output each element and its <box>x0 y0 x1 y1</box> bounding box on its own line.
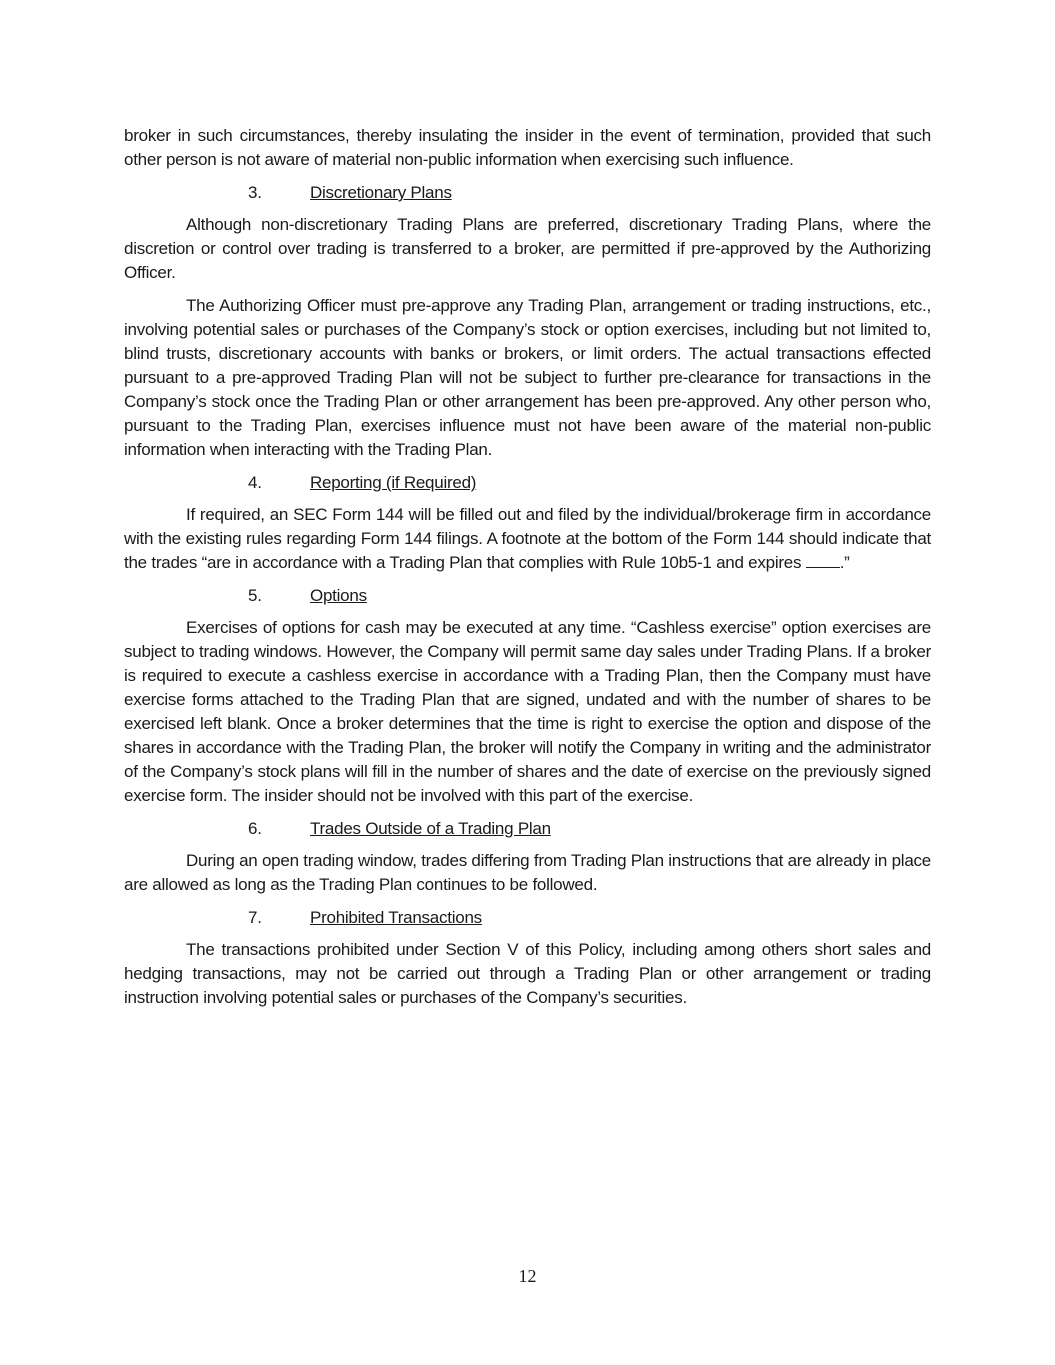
section-title: Options <box>310 586 367 605</box>
body-paragraph: Exercises of options for cash may be executed at any time. “Cashless exercise” option exercises are subject to trading windows. However, the Company will permit same day sales under Trading Plans. If a broker is required to execute a cashless exercise in accordance with a Trading Plan, then the Company must have exercise forms attached to the Trading Plan that are signed, undated and with the number of shares to be exercised left blank. Once a broker determines that the time is right to exercise the option and dispose of the shares in accordance with the Trading Plan, the broker will notify the Company in writing and the administrator of the Company’s stock plans will fill in the number of shares and the date of exercise on the previously signed exercise form. The insider should not be involved with this part of the exercise. <box>124 618 931 805</box>
body-paragraph: The Authorizing Officer must pre-approve any Trading Plan, arrangement or trading instructions, etc., involving potential sales or purchases of the Company’s stock or option exercises, including but not limited to, blind trusts, discretionary accounts with banks or brokers, or limit orders. The actual transactions effected pursuant to a pre-approved Trading Plan will not be subject to further pre-clearance for transactions in the Company’s stock once the Trading Plan or other arrangement has been pre-approved. Any other person who, pursuant to the Trading Plan, exercises influence must not have been aware of the material non-public information when interacting with the Trading Plan. <box>124 296 931 459</box>
section-heading-options <box>124 584 931 608</box>
expiry-blank-line <box>806 551 840 568</box>
section-number: 4. <box>248 473 262 492</box>
section-heading-trades-outside <box>124 817 931 841</box>
reporting-text-end: .” <box>839 553 850 572</box>
body-paragraph: The transactions prohibited under Section V of this Policy, including among others short sales and hedging transactions, may not be carried out through a Trading Plan or other arrangement or trading instruction involving potential sales or purchases of the Company’s securities. <box>124 940 931 1007</box>
section-title: Discretionary Plans <box>310 183 452 202</box>
body-paragraph: During an open trading window, trades differing from Trading Plan instructions that are already in place are allowed as long as the Trading Plan continues to be followed. <box>124 851 931 894</box>
section-number: 7. <box>248 908 262 927</box>
body-paragraph: Although non-discretionary Trading Plans are preferred, discretionary Trading Plans, where the discretion or control over trading is transferred to a broker, are permitted if pre-approved by the Authorizing Officer. <box>124 215 931 282</box>
section-title: Prohibited Transactions <box>310 908 482 927</box>
section-title: Trades Outside of a Trading Plan <box>310 819 551 838</box>
section-title: Reporting (if Required) <box>310 473 477 492</box>
section-heading-prohibited-transactions <box>124 906 931 930</box>
section-number: 3. <box>248 183 262 202</box>
section-number: 5. <box>248 586 262 605</box>
intro-paragraph: broker in such circumstances, thereby insulating the insider in the event of termination, provided that such other person is not aware of material non-public information when exercising such influence. <box>124 126 931 169</box>
page-number: 12 <box>518 1266 537 1286</box>
section-number: 6. <box>248 819 262 838</box>
section-heading-reporting <box>124 471 931 495</box>
reporting-text: If required, an SEC Form 144 will be filled out and filed by the individual/brokerage firm in accordance with the existing rules regarding Form 144 filings. A footnote at the bottom of the Form 144 should indicate that the trades “are in accordance with a Trading Plan that complies with Rule 10b5-1 and expires <box>124 505 931 572</box>
document-page <box>124 124 931 1019</box>
section-heading-discretionary-plans <box>124 181 931 205</box>
body-paragraph-reporting <box>124 503 931 575</box>
